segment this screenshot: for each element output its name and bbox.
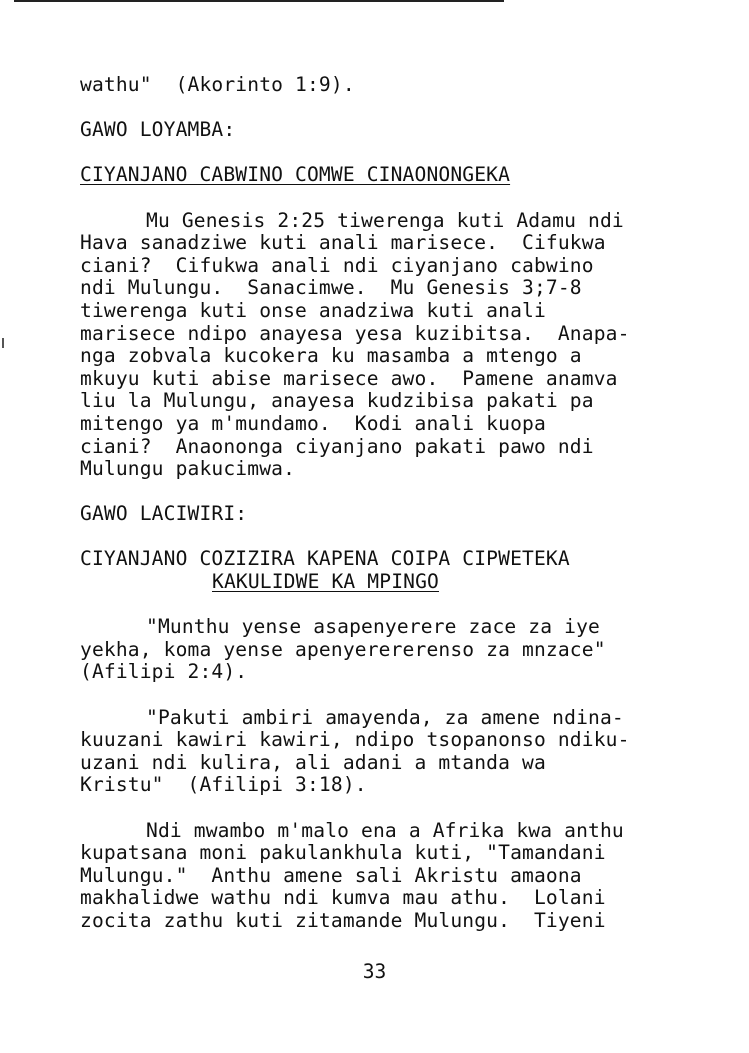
subheading: CIYANJANO CABWINO COMWE CINAONONGEKA — [80, 163, 511, 187]
text-line: yekha, koma yense apenyerererenso za mnzace" — [80, 637, 606, 661]
text-line: tiwerenga kuti onse anadziwa kuti anali — [80, 298, 546, 322]
text-line: nga zobvala kucokera ku masamba a mtengo a — [80, 344, 582, 368]
text-line: Mu Genesis 2:25 tiwerenga kuti Adamu ndi — [146, 208, 624, 232]
text-line: ciani? Anaononga ciyanjano pakati pawo ndi — [80, 434, 594, 458]
paragraph-1 — [80, 210, 720, 481]
text-line: uzani ndi kulira, ali adani a mtanda wa — [80, 750, 546, 774]
text-line: "Pakuti ambiri amayenda, za amene ndina- — [146, 705, 624, 729]
text-line: kuuzani kawiri kawiri, ndipo tsopanonso ndiku- — [80, 728, 630, 752]
top-rule — [14, 0, 504, 2]
text-line: Mulungu." Anthu amene sali Akristu amaona — [80, 863, 582, 887]
text-line: ndi Mulungu. Sanacimwe. Mu Genesis 3;7-8 — [80, 276, 582, 300]
margin-mark — [2, 338, 4, 348]
text-line: mkuyu kuti abise marisece awo. Pamene anamva — [80, 366, 618, 390]
paragraph-3 — [80, 707, 720, 797]
text-line: ciani? Cifukwa anali ndi ciyanjano cabwino — [80, 253, 594, 277]
text-line: wathu" (Akorinto 1:9). — [80, 73, 355, 96]
text-line: "Munthu yense asapenyerere zace za iye — [146, 615, 600, 639]
text-line: Mulungu pakucimwa. — [80, 457, 296, 481]
subheading-line: CIYANJANO COZIZIRA KAPENA COIPA CIPWETEKA — [80, 547, 570, 571]
text-line: marisece ndipo anayesa yesa kuzibitsa. Anapa- — [80, 321, 630, 345]
document-page — [80, 74, 720, 955]
paragraph-2 — [80, 616, 720, 684]
section-subheading-1 — [80, 164, 720, 187]
page-number: 33 — [362, 960, 387, 983]
section-heading-1 — [80, 119, 720, 142]
text-line: makhalidwe wathu ndi kumva mau athu. Lolani — [80, 886, 606, 910]
section-subheading-2 — [80, 548, 720, 593]
text-line: Hava sanadziwe kuti anali marisece. Cifukwa — [80, 231, 606, 255]
text-line: zocita zathu kuti zitamande Mulungu. Tiyeni — [80, 908, 606, 932]
subheading-line: KAKULIDWE KA MPINGO — [212, 570, 439, 594]
heading: GAWO LOYAMBA: — [80, 118, 236, 142]
text-line: (Afilipi 2:4). — [80, 660, 248, 684]
heading: GAWO LACIWIRI: — [80, 502, 248, 526]
text-line: Ndi mwambo m'malo ena a Afrika kwa anthu — [146, 818, 624, 842]
opening-fragment — [80, 74, 720, 97]
paragraph-4 — [80, 820, 720, 933]
text-line: Kristu" (Afilipi 3:18). — [80, 773, 367, 797]
section-heading-2 — [80, 503, 720, 526]
text-line: kupatsana moni pakulankhula kuti, "Tamandani — [80, 841, 606, 865]
text-line: mitengo ya m'mundamo. Kodi anali kuopa — [80, 411, 546, 435]
text-line: liu la Mulungu, anayesa kudzibisa pakati pa — [80, 389, 594, 413]
